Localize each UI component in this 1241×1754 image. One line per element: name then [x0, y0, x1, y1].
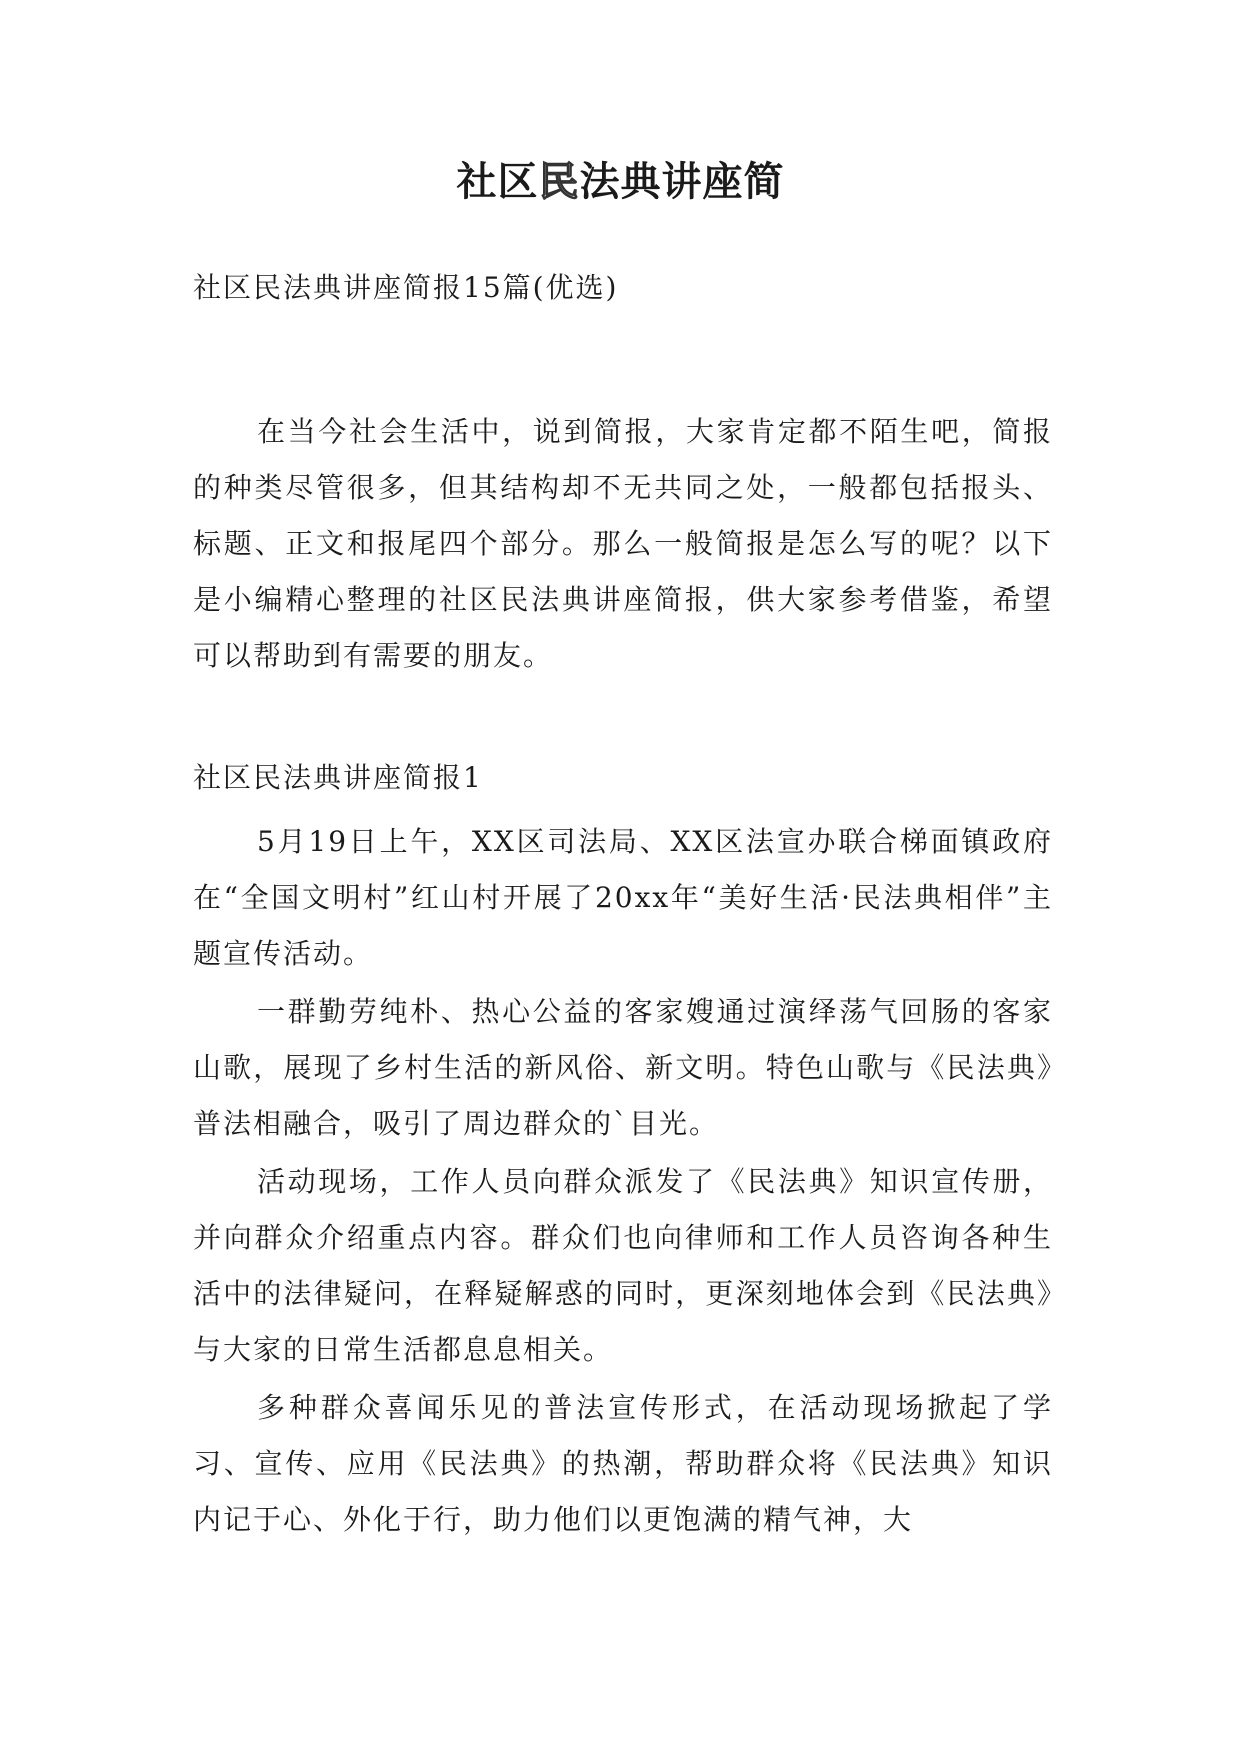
body-paragraph: 活动现场，工作人员向群众派发了《民法典》知识宣传册，并向群众介绍重点内容。群众们也向律师和工作人员咨询各种生活中的法律疑问，在释疑解惑的同时，更深刻地体会到《民法典》与大家的日常生活都息息相关。 — [193, 1165, 1053, 1366]
body-paragraph: 5月19日上午，XX区司法局、XX区法宣办联合梯面镇政府在“全国文明村”红山村开展了20xx年“美好生活·民法典相伴”主题宣传活动。 — [193, 825, 1053, 970]
title-text-start: 社区 — [456, 159, 539, 205]
report-body — [193, 814, 1053, 1550]
intro-paragraph: 在当今社会生活中，说到简报，大家肯定都不陌生吧，简报的种类尽管很多，但其结构却不无共同之处，一般都包括报头、标题、正文和报尾四个部分。那么一般简报是怎么写的呢？以下是小编精心整理的社区民法典讲座简报，供大家参考借鉴，希望可以帮助到有需要的朋友。 — [193, 415, 1053, 672]
body-paragraph: 多种群众喜闻乐见的普法宣传形式，在活动现场掀起了学习、宣传、应用《民法典》的热潮，帮助群众将《民法典》知识内记于心、外化于行，助力他们以更饱满的精气神，大 — [193, 1391, 1053, 1536]
document-subtitle: 社区民法典讲座简报15篇(优选) — [193, 271, 619, 304]
section-heading: 社区民法典讲座简报1 — [193, 761, 483, 794]
title-outlined-char: 民 — [538, 159, 580, 205]
body-paragraph: 一群勤劳纯朴、热心公益的客家嫂通过演绎荡气回肠的客家山歌，展现了乡村生活的新风俗、新文明。特色山歌与《民法典》普法相融合，吸引了周边群众的`目光。 — [193, 995, 1053, 1140]
document-title — [0, 152, 1241, 212]
title-text-end: 法典讲座简 — [579, 159, 785, 205]
